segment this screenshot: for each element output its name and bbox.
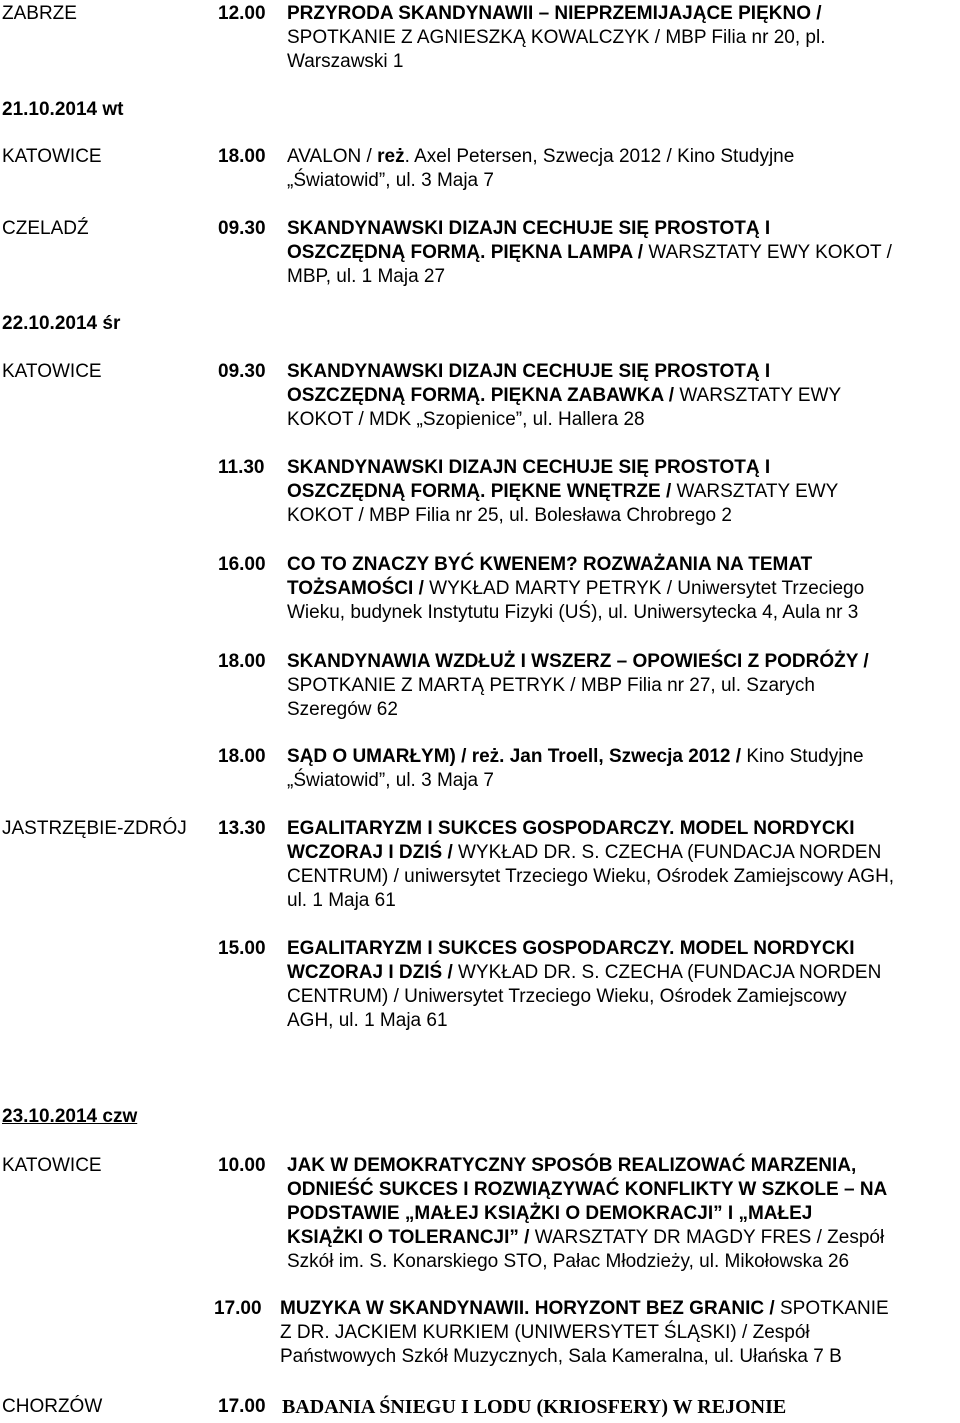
city-label: KATOWICE	[2, 146, 102, 167]
city-label: CHORZÓW	[2, 1396, 103, 1417]
event-description-line	[287, 961, 881, 985]
city-label: KATOWICE	[2, 1155, 102, 1176]
event-title-text: KSIĄŻKI O TOLERANCJI” /	[287, 1227, 535, 1248]
event-time: 15.00	[218, 938, 266, 959]
event-title-text: TOŻSAMOŚCI /	[287, 578, 430, 599]
event-title-text: WCZORAJ I DZIŚ /	[287, 962, 458, 983]
event-description-line	[287, 601, 858, 625]
event-detail-text: WARSZTATY EWY	[679, 385, 842, 406]
event-detail-text: WYKŁAD DR. S. CZECHA (FUNDACJA NORDEN	[458, 842, 882, 863]
event-title-text: OSZCZĘDNĄ FORMĄ. PIĘKNA ZABAWKA /	[287, 385, 680, 406]
event-description-line	[287, 145, 794, 169]
event-description-line	[287, 1202, 812, 1226]
event-description-line	[287, 1154, 856, 1178]
event-title-text: JAK W DEMOKRATYCZNY SPOSÓB REALIZOWAĆ MARZENIA,	[287, 1155, 857, 1176]
event-description-line	[280, 1345, 842, 1369]
event-description-line	[287, 2, 822, 26]
event-description-line	[287, 384, 841, 408]
event-description-line	[287, 241, 892, 265]
event-description-line	[287, 456, 770, 480]
event-description-line	[287, 50, 403, 74]
event-description-line	[287, 841, 881, 865]
event-description-line	[280, 1297, 889, 1321]
event-time: 17.00	[218, 1396, 266, 1417]
event-description-line	[287, 674, 815, 698]
event-description-line	[287, 169, 494, 193]
event-detail-text: Szkół im. S. Konarskiego STO, Pałac Młodzieży, ul. Mikołowska 26	[287, 1251, 850, 1272]
event-time: 11.30	[218, 457, 265, 478]
event-detail-text: CENTRUM) / Uniwersytet Trzeciego Wieku, Ośrodek Zamiejscowy	[287, 986, 847, 1007]
event-detail-text: MBP, ul. 1 Maja 27	[287, 266, 446, 287]
event-title-text: MUZYKA W SKANDYNAWII. HORYZONT BEZ GRANIC /	[280, 1298, 780, 1319]
event-time: 09.30	[218, 218, 266, 239]
event-detail-text: WARSZTATY DR MAGDY FRES / Zespół	[534, 1227, 885, 1248]
event-description-line	[287, 698, 398, 722]
event-detail-text: WARSZTATY EWY	[676, 481, 839, 502]
event-title-text: PODSTAWIE „MAŁEJ KSIĄŻKI O DEMOKRACJI” I „MAŁEJ	[287, 1203, 813, 1224]
event-description-line	[287, 1250, 849, 1274]
event-title-text: SKANDYNAWIA WZDŁUŻ I WSZERZ – OPOWIEŚCI Z PODRÓŻY /	[287, 651, 869, 672]
event-description-line	[287, 553, 812, 577]
event-title-text: reż	[377, 146, 405, 167]
event-detail-text: „Światowid”, ul. 3 Maja 7	[287, 770, 494, 791]
event-description-line	[287, 865, 894, 889]
event-description-line	[287, 577, 864, 601]
event-detail-text: Kino Studyjne	[746, 746, 864, 767]
event-description-line	[287, 480, 838, 504]
event-detail-text: SPOTKANIE Z MARTĄ PETRYK / MBP Filia nr 27, ul. Szarych	[287, 675, 815, 696]
event-description-line	[287, 769, 494, 793]
event-time: 09.30	[218, 361, 266, 382]
event-description-line	[287, 1226, 884, 1250]
event-detail-text: „Światowid”, ul. 3 Maja 7	[287, 170, 494, 191]
event-title-text: PRZYRODA SKANDYNAWII – NIEPRZEMIJAJĄCE PIĘKNO /	[287, 3, 822, 24]
event-time: 10.00	[218, 1155, 266, 1176]
event-time: 16.00	[218, 554, 266, 575]
event-detail-text: . Axel Petersen, Szwecja 2012 / Kino Studyjne	[404, 146, 795, 167]
event-detail-text: CENTRUM) / uniwersytet Trzeciego Wieku, Ośrodek Zamiejscowy AGH,	[287, 866, 895, 887]
city-label: KATOWICE	[2, 361, 102, 382]
event-detail-text: KOKOT / MDK „Szopienice”, ul. Hallera 28	[287, 409, 645, 430]
event-time: 18.00	[218, 651, 266, 672]
event-detail-text: Z DR. JACKIEM KURKIEM (UNIWERSYTET ŚLĄSKI) / Zespół	[280, 1322, 810, 1343]
event-time: 13.30	[218, 818, 266, 839]
event-detail-text: WYKŁAD MARTY PETRYK / Uniwersytet Trzeciego	[429, 578, 865, 599]
event-detail-text: WARSZTATY EWY KOKOT /	[648, 242, 892, 263]
event-title-text: OSZCZĘDNĄ FORMĄ. PIĘKNE WNĘTRZE /	[287, 481, 677, 502]
date-heading: 21.10.2014 wt	[2, 99, 124, 120]
event-title-text: EGALITARYZM I SUKCES GOSPODARCZY. MODEL NORDYCKI	[287, 938, 855, 959]
event-detail-text: AVALON /	[287, 146, 378, 167]
event-detail-text: ul. 1 Maja 61	[287, 890, 396, 911]
event-description-line	[282, 1395, 786, 1419]
event-description-line	[287, 1178, 887, 1202]
event-title-text: ODNIEŚĆ SUKCES I ROZWIĄZYWAĆ KONFLIKTY W SZKOLE – NA	[287, 1179, 888, 1200]
event-description-line	[287, 217, 770, 241]
event-description-line	[287, 817, 855, 841]
date-heading: 22.10.2014 śr	[2, 313, 121, 334]
event-description-line	[287, 1009, 448, 1033]
event-detail-text: SPOTKANIE	[779, 1298, 889, 1319]
event-title-text: SKANDYNAWSKI DIZAJN CECHUJE SIĘ PROSTOTĄ I	[287, 218, 771, 239]
event-detail-text: AGH, ul. 1 Maja 61	[287, 1010, 448, 1031]
city-label: JASTRZĘBIE-ZDRÓJ	[2, 818, 187, 839]
event-detail-text: SPOTKANIE Z AGNIESZKĄ KOWALCZYK / MBP Filia nr 20, pl.	[287, 27, 826, 48]
event-title-text: BADANIA ŚNIEGU I LODU (KRIOSFERY) W REJONIE	[282, 1396, 787, 1418]
event-title-text: SKANDYNAWSKI DIZAJN CECHUJE SIĘ PROSTOTĄ I	[287, 361, 771, 382]
date-heading: 23.10.2014 czw	[2, 1106, 138, 1127]
event-description-line	[287, 360, 770, 384]
event-title-text: SKANDYNAWSKI DIZAJN CECHUJE SIĘ PROSTOTĄ I	[287, 457, 771, 478]
event-time: 17.00	[214, 1298, 262, 1319]
event-description-line	[287, 408, 645, 432]
event-detail-text: WYKŁAD DR. S. CZECHA (FUNDACJA NORDEN	[458, 962, 882, 983]
event-title-text: EGALITARYZM I SUKCES GOSPODARCZY. MODEL NORDYCKI	[287, 818, 855, 839]
event-time: 12.00	[218, 3, 266, 24]
event-description-line	[287, 650, 869, 674]
event-description-line	[287, 265, 445, 289]
event-title-text: SĄD O UMARŁYM) / reż. Jan Troell, Szwecja 2012 /	[287, 746, 747, 767]
event-detail-text: KOKOT / MBP Filia nr 25, ul. Bolesława Chrobrego 2	[287, 505, 732, 526]
event-description-line	[287, 937, 855, 961]
event-detail-text: Szeregów 62	[287, 699, 398, 720]
event-detail-text: Wieku, budynek Instytutu Fizyki (UŚ), ul. Uniwersytecka 4, Aula nr 3	[287, 602, 859, 623]
event-title-text: OSZCZĘDNĄ FORMĄ. PIĘKNA LAMPA /	[287, 242, 649, 263]
event-detail-text: Państwowych Szkół Muzycznych, Sala Kameralna, ul. Ułańska 7 B	[280, 1346, 842, 1367]
city-label: ZABRZE	[2, 3, 77, 24]
event-title-text: CO TO ZNACZY BYĆ KWENEM? ROZWAŻANIA NA TEMAT	[287, 554, 813, 575]
event-description-line	[287, 26, 825, 50]
event-description-line	[287, 745, 864, 769]
event-description-line	[287, 504, 732, 528]
event-description-line	[287, 889, 396, 913]
city-label: CZELADŹ	[2, 218, 89, 239]
event-title-text: WCZORAJ I DZIŚ /	[287, 842, 458, 863]
event-time: 18.00	[218, 146, 266, 167]
event-detail-text: Warszawski 1	[287, 51, 404, 72]
event-time: 18.00	[218, 746, 266, 767]
event-description-line	[280, 1321, 810, 1345]
event-description-line	[287, 985, 847, 1009]
